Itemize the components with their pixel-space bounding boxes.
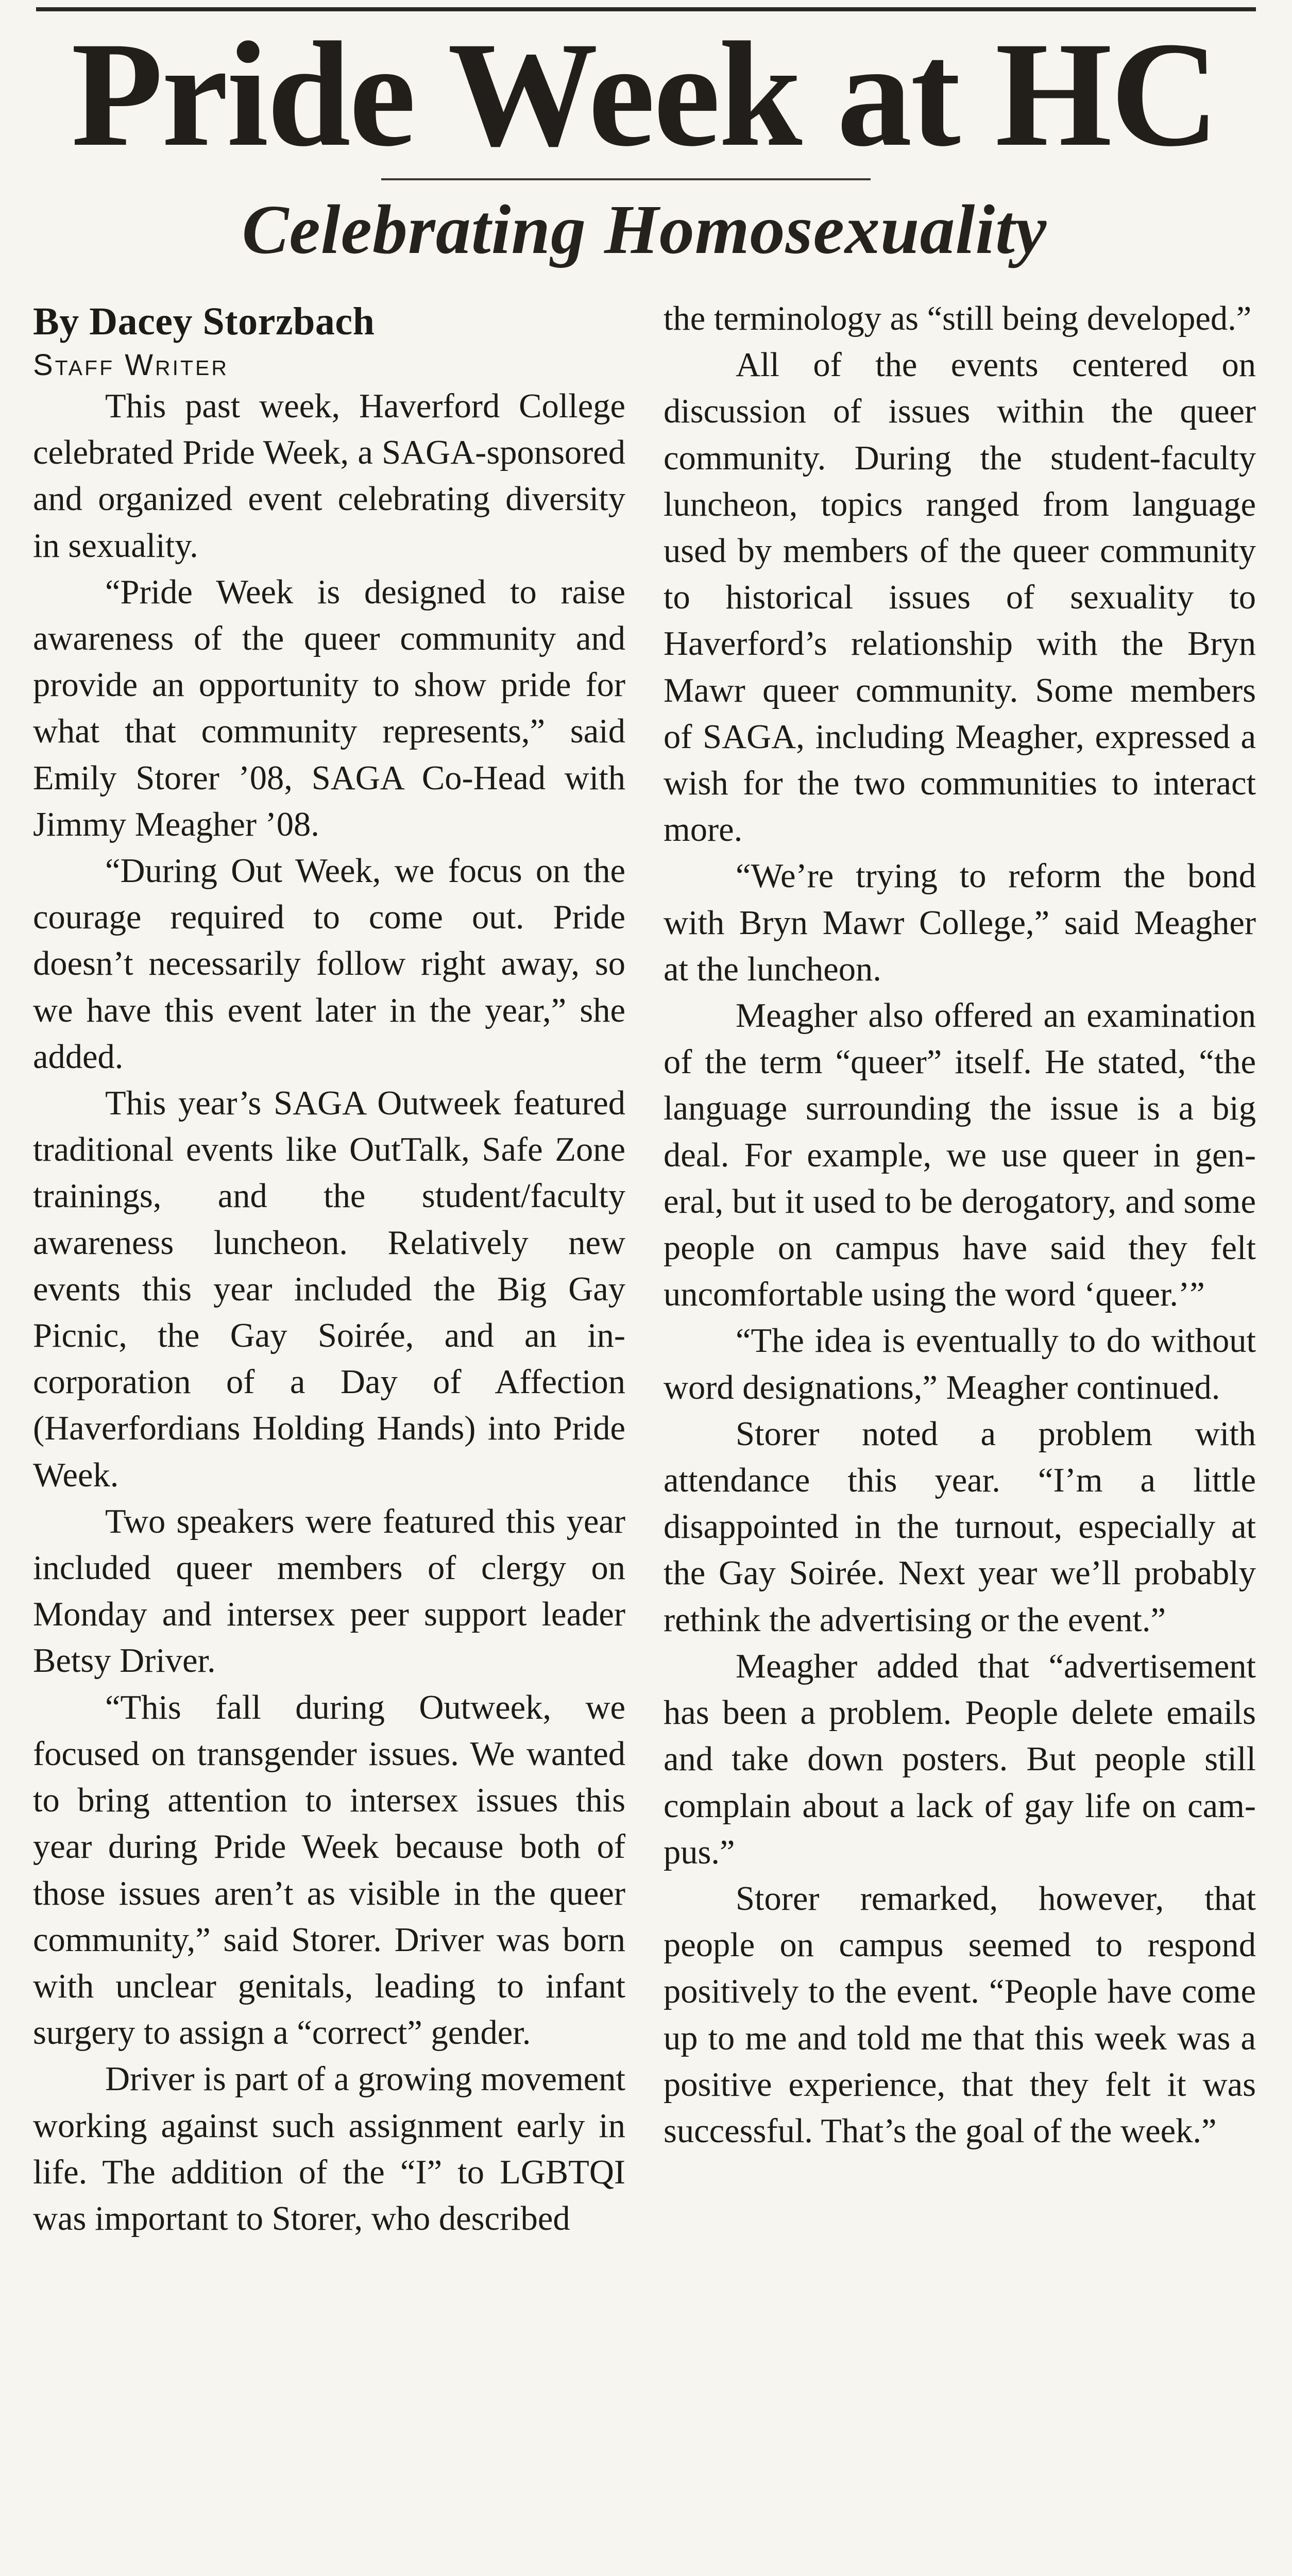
paragraph: “During Out Week, we focus on the courage required to come out. Pride doesn’t necessarily follow right away, so we have this event later in the year,” she added. [33, 852, 625, 1076]
subheadline: Celebrating Homosexuality [242, 191, 1047, 268]
paragraph: Storer noted a problem with attendance this year. “I’m a little disappointed in the turnout, especially at the Gay Soirée. Next year we’ll probably rethink the advertising or the event.” [664, 1415, 1256, 1639]
paragraph: “We’re trying to reform the bond with Bryn Mawr College,” said Meagher at the luncheon. [664, 857, 1256, 988]
paragraph: Two speakers were featured this year included queer members of clergy on Monday and intersex peer support leader Betsy Driver. [33, 1502, 625, 1680]
headline: Pride Week at HC [71, 11, 1218, 178]
paragraph: This year’s SAGA Outweek featured traditional events like OutTalk, Safe Zone trainings, and the student/faculty awareness luncheon. Relatively new events this year included the Big Gay Picnic, the Gay Soirée, and an incorporation of a Day of Affection (Haverfordians Holding Hands) into Pride Week. [33, 1084, 625, 1494]
byline: By Dacey Storzbach [33, 300, 375, 343]
paragraph: This past week, Haverford College celebrated Pride Week, a SAGA-sponsored and organized event celebrating diversity in sexuality. [33, 387, 625, 565]
headline-divider [381, 178, 871, 180]
paragraph: Meagher added that “advertisement has been a problem. People delete emails and take down posters. But people still complain about a lack of gay life on campus.” [664, 1647, 1256, 1871]
paragraph: “Pride Week is designed to raise awareness of the queer community and provide an opportunity to show pride for what that community represents,” said Emily Storer ’08, SAGA Co-Head with Jimmy Meagher ’08. [33, 573, 625, 843]
paragraph-continued: the terminology as “still being developed.” [664, 300, 1252, 337]
paragraph: All of the events centered on discussion of issues within the queer community. During the student-faculty luncheon, topics ranged from language used by members of the queer community to historical issues of sexuality to Haverford’s relationship with the Bryn Mawr queer community. Some members of SAGA, including Meagher, expressed a wish for the two communities to interact more. [664, 346, 1256, 849]
paragraph: “This fall during Outweek, we focused on transgender issues. We wanted to bring attention to intersex issues this year during Pride Week because both of those issues aren’t as visible in the queer community,” said Storer. Driver was born with unclear genitals, leading to infant surgery to assign a “correct” gender. [33, 1688, 625, 2052]
article-column-right [664, 296, 1256, 2155]
paragraph: Meagher also offered an examination of the term “queer” itself. He stated, “the language surrounding the issue is a big deal. For example, we use queer in general, but it used to be derogatory, and some people on campus have said they felt uncomfortable using the word ‘queer.’” [664, 997, 1256, 1314]
paragraph: “The idea is eventually to do without word designations,” Meagher continued. [664, 1322, 1256, 1406]
author-role: Staff Writer [33, 348, 229, 382]
paragraph: Storer remarked, however, that people on campus seemed to respond positively to the event. “People have come up to me and told me that this week was a positive experience, that they felt it was successful. That’s the goal of the week.” [664, 1879, 1256, 2150]
article-column-left [33, 296, 625, 2242]
paragraph: Driver is part of a growing movement working against such assignment early in life. The addition of the “I” to LGBTQI was important to Storer, who described [33, 2060, 625, 2238]
top-rule [36, 7, 1256, 11]
